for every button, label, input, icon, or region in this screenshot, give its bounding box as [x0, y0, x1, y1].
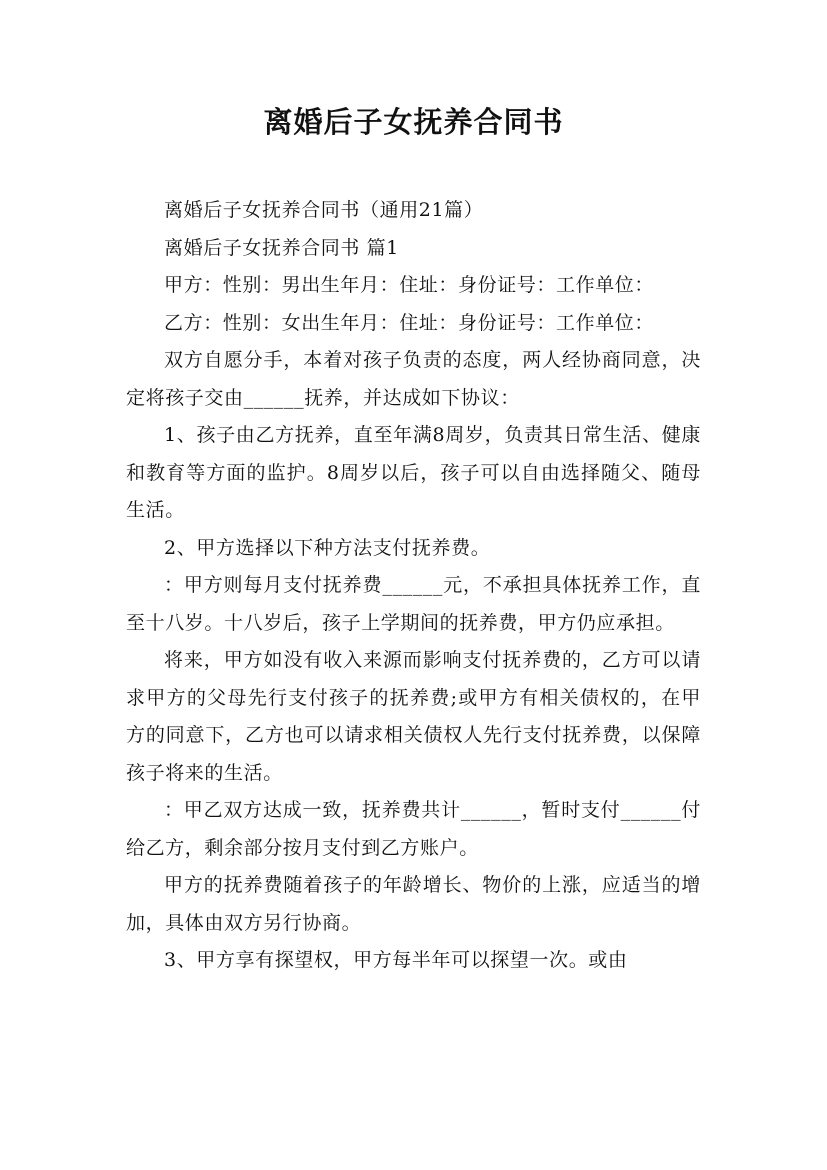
future-income-paragraph: 将来，甲方如没有收入来源而影响支付抚养费的，乙方可以请求甲方的父母先行支付孩子的抚养费;或甲方有相关债权的，在甲方的同意下，乙方也可以请求相关债权人先行支付抚养费，以保障孩子将来的生活。: [126, 649, 701, 784]
clause-1-paragraph: 1、孩子由乙方抚养，直至年满8周岁，负责其日常生活、健康和教育等方面的监护。8周岁以后，孩子可以自由选择随父、随母生活。: [126, 424, 701, 521]
fee-increase-paragraph: 甲方的抚养费随着孩子的年龄增长、物价的上涨，应适当的增加，具体由双方另行协商。: [126, 874, 701, 934]
document-body: [126, 192, 701, 980]
intro-paragraph: 双方自愿分手，本着对孩子负责的态度，两人经协商同意，决定将孩子交由______抚养，并达成如下协议：: [126, 349, 701, 409]
option-monthly-paragraph: ：甲方则每月支付抚养费______元，不承担具体抚养工作，直至十八岁。十八岁后，孩子上学期间的抚养费，甲方仍应承担。: [126, 574, 701, 634]
clause-2-paragraph: 2、甲方选择以下种方法支付抚养费。: [164, 536, 491, 559]
clause-3-paragraph: 3、甲方享有探望权，甲方每半年可以探望一次。或由: [164, 949, 628, 971]
party-b-paragraph: 乙方：性别：女出生年月：住址：身份证号：工作单位：: [164, 311, 655, 334]
option-lump-sum-paragraph: ：甲乙双方达成一致，抚养费共计______，暂时支付______付给乙方，剩余部分按月支付到乙方账户。: [126, 799, 701, 859]
party-a-paragraph: 甲方：性别：男出生年月：住址：身份证号：工作单位：: [164, 274, 655, 296]
subtitle-paragraph: 离婚后子女抚养合同书（通用21篇）: [164, 199, 484, 221]
document-title: 离婚后子女抚养合同书: [263, 105, 564, 139]
section-heading-paragraph: 离婚后子女抚养合同书 篇1: [164, 236, 399, 259]
